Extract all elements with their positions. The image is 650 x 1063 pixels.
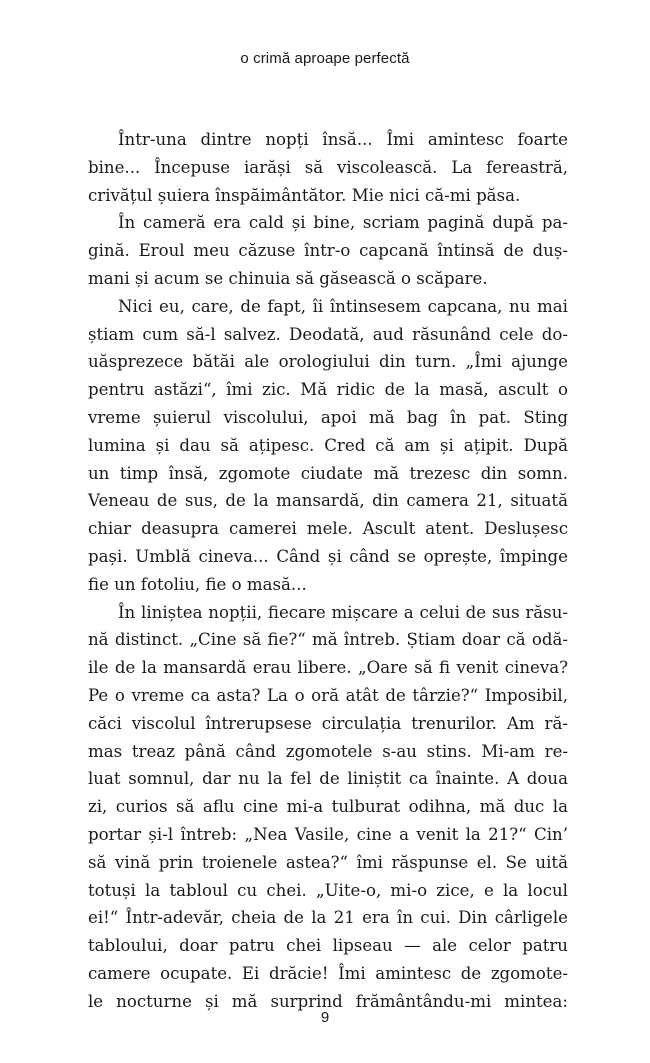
text-line: Într-una dintre nopți însă... Îmi amintesc foarte	[118, 130, 568, 149]
running-head: o crimă aproape perfectă	[240, 50, 410, 67]
text-line: mas treaz până când zgomotele s-au stins. Mi-am re-	[88, 741, 568, 761]
text-line: Pe o vreme ca asta? La o oră atât de târzie?“ Imposibil,	[88, 685, 568, 705]
text-line: vreme șuierul viscolului, apoi mă bag în pat. Sting	[88, 407, 568, 427]
text-line: În cameră era cald și bine, scriam pagină după pa-	[118, 213, 568, 233]
text-line: ile de la mansardă erau libere. „Oare să fi venit cineva?	[88, 658, 568, 678]
page-number: 9	[320, 1009, 330, 1026]
paragraph	[88, 293, 568, 599]
paragraph	[88, 209, 568, 292]
text-line: știam cum să-l salvez. Deodată, aud răsunând cele do-	[88, 324, 568, 344]
text-line: camere ocupate. Ei drăcie! Îmi amintesc de zgomote-	[88, 963, 568, 983]
text-line: le nocturne și mă surprind frământându-mi mintea:	[88, 991, 568, 1011]
text-line: fie un fotoliu, fie o masă...	[88, 574, 307, 594]
text-line: lumina și dau să ațipesc. Cred că am și ațipit. După	[88, 435, 568, 455]
text-line: un timp însă, zgomote ciudate mă trezesc din somn.	[88, 463, 568, 483]
body-text	[88, 126, 568, 1016]
paragraph	[88, 126, 568, 209]
text-line: portar și-l întreb: „Nea Vasile, cine a venit la 21?“ Cin’	[88, 824, 568, 844]
text-line: În liniștea nopții, fiecare mișcare a celui de sus răsu-	[118, 602, 568, 622]
text-line: Nici eu, care, de fapt, îi întinsesem capcana, nu mai	[118, 296, 568, 316]
text-line: uăsprezece bătăi ale orologiului din turn. „Îmi ajunge	[88, 352, 568, 372]
text-line: căci viscolul întrerupsese circulația trenurilor. Am ră-	[88, 713, 568, 733]
text-line: să vină prin troienele astea?“ îmi răspunse el. Se uită	[88, 852, 568, 872]
text-line: pentru astăzi“, îmi zic. Mă ridic de la masă, ascult o	[88, 380, 568, 400]
text-line: mani și acum se chinuia să găsească o scăpare.	[88, 268, 488, 288]
text-line: tabloului, doar patru chei lipseau — ale celor patru	[88, 936, 568, 956]
text-line: luat somnul, dar nu la fel de liniștit ca înainte. A doua	[88, 769, 568, 789]
text-line: pași. Umblă cineva... Când și când se oprește, împinge	[88, 546, 568, 566]
text-line: bine... Începuse iarăși să viscolească. La fereastră,	[88, 157, 568, 177]
text-line: Veneau de sus, de la mansardă, din camera 21, situată	[88, 491, 568, 511]
text-line: crivățul șuiera înspăimântător. Mie nici că-mi păsa.	[88, 185, 521, 205]
text-line: gină. Eroul meu căzuse într-o capcană întinsă de duș-	[88, 241, 568, 261]
text-line: ei!“ Într-adevăr, cheia de la 21 era în cui. Din cârligele	[88, 908, 568, 928]
text-line: chiar deasupra camerei mele. Ascult atent. Deslușesc	[88, 519, 568, 539]
paragraph	[88, 599, 568, 1016]
text-line: totuși la tabloul cu chei. „Uite-o, mi-o zice, e la locul	[88, 880, 568, 900]
text-line: nă distinct. „Cine să fie?“ mă întreb. Știam doar că odă-	[88, 630, 568, 650]
text-line: zi, curios să aflu cine mi-a tulburat odihna, mă duc la	[88, 797, 568, 817]
